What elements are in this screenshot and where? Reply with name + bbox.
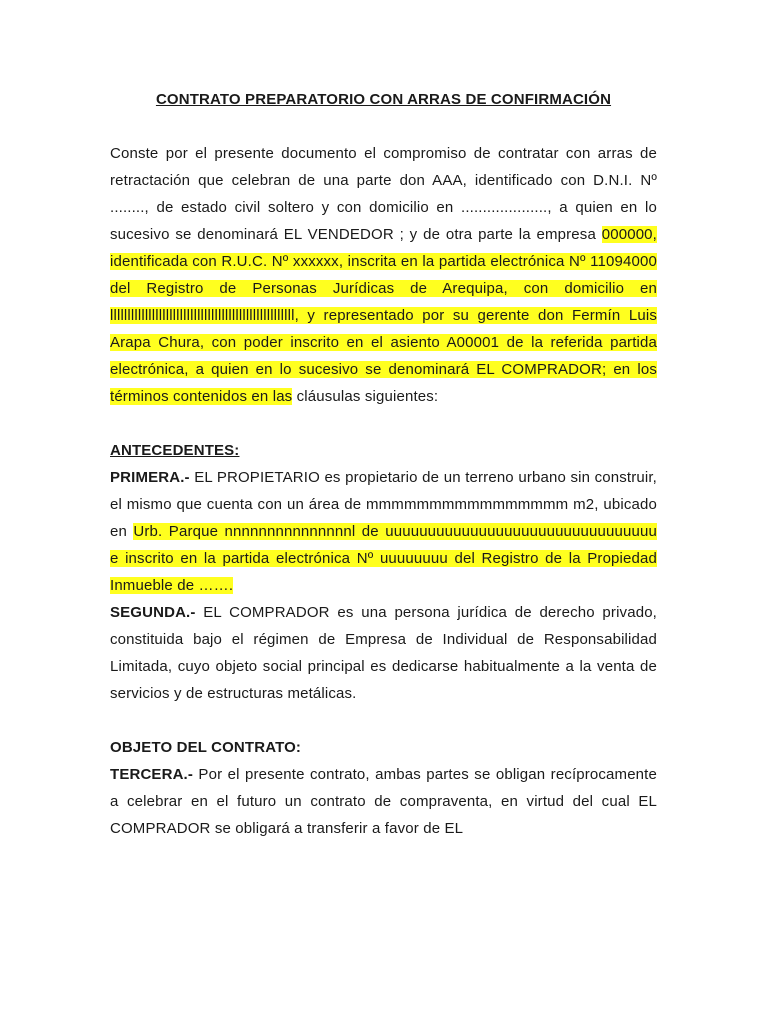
clause-primera-highlighted-text: Urb. Parque nnnnnnnnnnnnnnnl de uuuuuuuuuuuuuuuuuuuuuuuuuuuuuuuu e inscrito en la partida electrónica Nº uuuuuuuu del Registro de la Propiedad Inmueble de ……. bbox=[110, 523, 657, 594]
antecedentes-heading-line bbox=[110, 437, 657, 464]
paragraph-gap bbox=[110, 410, 657, 437]
intro-highlighted-text: 000000, identificada con R.U.C. Nº xxxxxx, inscrita en la partida electrónica Nº 11094000 del Registro de Personas Jurídicas de Arequipa, con domicilio en lllllllllllllllllllllllllllllllllllllllllllllllllllll, y representado por su gerente don Fermín Luis Arapa Chura, con poder inscrito en el asiento A00001 de la referida partida electrónica, a quien en lo sucesivo se denominará EL COMPRADOR; en los términos contenidos en las bbox=[110, 226, 657, 405]
clause-tercera bbox=[110, 761, 657, 842]
clause-segunda bbox=[110, 599, 657, 707]
objeto-heading-line bbox=[110, 734, 657, 761]
clause-tercera-label: TERCERA.- bbox=[110, 766, 194, 783]
document-title: CONTRATO PREPARATORIO CON ARRAS DE CONFIRMACIÓN bbox=[155, 91, 612, 108]
antecedentes-heading: ANTECEDENTES: bbox=[110, 442, 240, 459]
clause-segunda-label: SEGUNDA.- bbox=[110, 604, 196, 621]
intro-paragraph bbox=[110, 140, 657, 410]
paragraph-gap bbox=[110, 707, 657, 734]
clause-primera-text: EL PROPIETARIO es propietario de un terreno urbano sin construir, el mismo que cuenta con un área de mmmmmmmmmmmmmmmm m2, ubicado en bbox=[110, 469, 657, 540]
clause-segunda-text: EL COMPRADOR es una persona jurídica de derecho privado, constituida bajo el régimen de Empresa de Individual de Responsabilidad Limitada, cuyo objeto social principal es dedicarse habitualmente a la venta de servicios y de estructuras metálicas. bbox=[110, 604, 657, 702]
intro-text: Conste por el presente documento el compromiso de contratar con arras de retractación que celebran de una parte don AAA, identificado con D.N.I. Nº ........, de estado civil soltero y con domicilio en ...................., a quien en lo sucesivo se denominará EL VENDEDOR ; y de otra parte la empresa bbox=[110, 145, 657, 243]
clause-primera-label: PRIMERA.- bbox=[110, 469, 190, 486]
clause-tercera-text: Por el presente contrato, ambas partes se obligan recíprocamente a celebrar en el futuro un contrato de compraventa, en virtud del cual EL COMPRADOR se obligará a transferir a favor de EL bbox=[110, 766, 657, 837]
objeto-heading: OBJETO DEL CONTRATO: bbox=[110, 739, 302, 756]
clause-primera bbox=[110, 464, 657, 599]
document-body bbox=[110, 86, 657, 842]
intro-text-end: cláusulas siguientes: bbox=[292, 388, 439, 405]
